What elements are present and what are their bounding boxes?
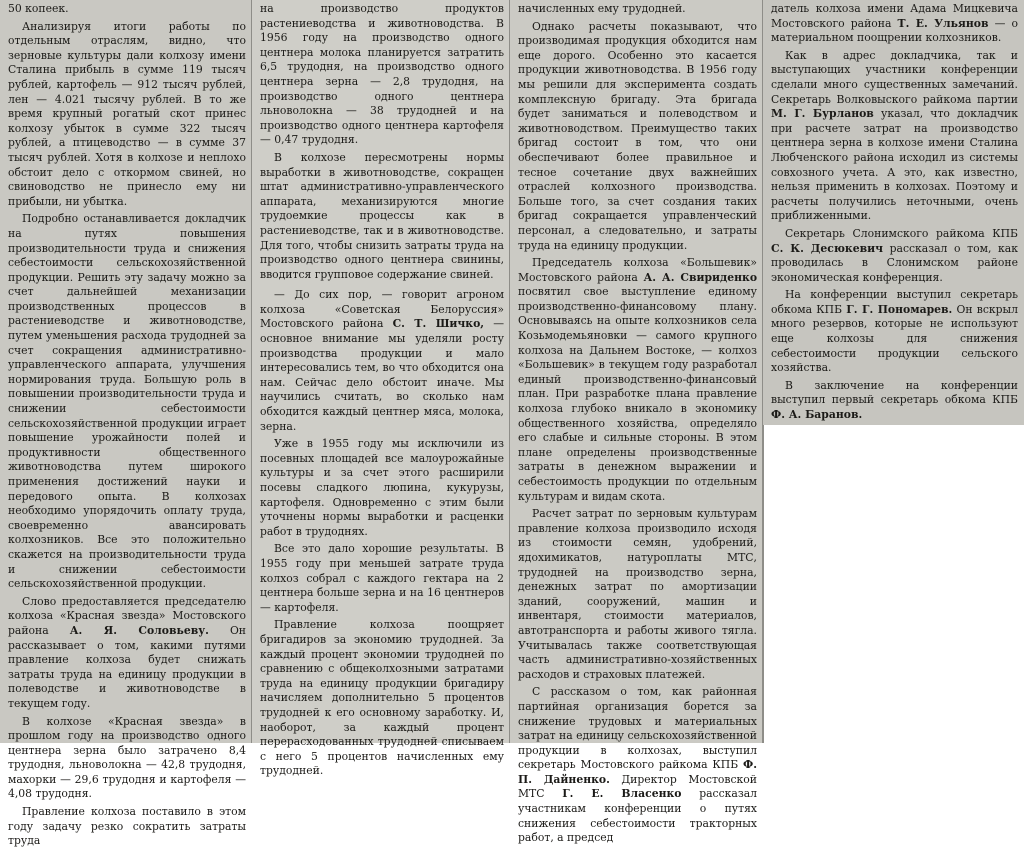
- article-column-2: [252, 0, 510, 778]
- paragraph: Правление колхоза поставило в этом году задачу резко сократить затраты труда: [8, 805, 246, 848]
- article-column-4: [763, 0, 1024, 425]
- paragraph: [771, 288, 1018, 376]
- text-run: Он рассказывает о том, какими путями правление колхоза будет снижать затраты труда на единицу продукции в полеводстве и животноводстве в текущем году.: [8, 623, 247, 710]
- article-column-3: [510, 0, 763, 845]
- speaker-name: А. Я. Соловьеву.: [69, 623, 209, 637]
- text-run: В заключение на конференции выступил первый секретарь обкома КПБ: [771, 378, 1018, 407]
- text-run: С рассказом о том, как районная партийная организация борется за снижение трудовых и материальных затрат на единицу сельскохозяйственной продукции в колхозах, выступил секретарь Мостовского райкома КПБ: [518, 685, 758, 772]
- paragraph: [771, 49, 1018, 224]
- text-run: посвятил свое выступление единому производственно-финансовому плану. Основываясь на опыте колхозников села Козьмодемьяновки — самого крупного колхоза на Дальнем Востоке, — колхоз «Большевик» в текущем году разработал единый производственно-финансовый план. При разработке плана правление колхоза глубоко вникало в экономику общественного хозяйства, определяло его слабые и сильные стороны. В этом плане определены производственные затраты в денежном выражении и себестоимость продукции по отдельным культурам и видам скота.: [518, 285, 757, 503]
- text-run: — основное внимание мы уделяли росту производства продукции и мало интересовались тем, во что обходится она нам. Сейчас дело обстоит иначе. Мы научились считать, во сколько нам обходится каждый центнер мяса, молока, зерна.: [260, 317, 505, 433]
- paragraph: Правление колхоза поощряет бригадиров за экономию трудодней. За каждый процент экономии трудодней по сравнению с общеколхозными затратами труда на единицу продукции бригадиру начисляем дополнительно 5 процентов трудодней к его основному заработку. И, наоборот, за каждый процент перерасходованных трудодней списываем с него 5 процентов начисленных ему трудодней.: [260, 618, 504, 778]
- paragraph: [771, 2, 1018, 46]
- text-run: — о материальном поощрении колхозников.: [771, 16, 1019, 45]
- paragraph: начисленных ему трудодней.: [518, 2, 686, 15]
- speaker-name: С. Т. Шичко,: [392, 317, 485, 331]
- speaker-name: Ф. П. Дайненко.: [518, 758, 757, 786]
- text-run: Он вскрыл много резервов, которые не используют еще колхозы для снижения себестоимости продукции сельского хозяйства.: [771, 302, 1019, 375]
- text-run: датель колхоза имени Адама Мицкевича Мостовского района: [771, 2, 1018, 30]
- text-run: рассказал участникам конференции о путях снижения себестоимости тракторных работ, а председ: [518, 787, 758, 845]
- paragraph: [260, 288, 504, 434]
- speaker-name: Г. Е. Власенко: [562, 787, 682, 801]
- paragraph: В колхозе «Красная звезда» в прошлом году на производство одного центнера зерна было затрачено 8,4 трудодня, льноволокна — 42,8 трудодня, махорки — 29,6 трудодня и картофеля — 4,08 трудодня.: [8, 714, 246, 801]
- speaker-name: С. К. Десюкевич: [771, 241, 883, 255]
- paragraph: [8, 595, 246, 712]
- text-run: На конференции выступил секретарь обкома КПБ: [771, 288, 1018, 316]
- text-run: указал, что докладчик при расчете затрат на производство центнера зерна в колхозе имени Сталина Любченского района исходил из системы совхозного учета. А это, как известно, нельзя применить в колхозах. Поэтому и расчеты получились неточными, очень приближенными.: [771, 107, 1018, 223]
- paragraph: В колхозе пересмотрены нормы выработки в животноводстве, сокращен штат административно-управленческого аппарата, механизируются многие трудоемкие процессы как в растениеводстве, так и в животноводстве. Для того, чтобы снизить затраты труда на производство одного центнера свинины, вводится групповое содержание свиней.: [260, 150, 504, 281]
- paragraph: 50 копеек.: [8, 2, 69, 15]
- speaker-name: М. Г. Бурланов: [771, 107, 874, 121]
- speaker-name: А. А. Свириденко: [643, 270, 758, 284]
- paragraph: [518, 685, 757, 846]
- speaker-name: Т. Е. Ульянов: [897, 16, 989, 30]
- speaker-name: Ф. А. Баранов.: [771, 408, 863, 422]
- text-run: Директор Мостовской МТС: [518, 772, 757, 801]
- text-run: рассказал о том, как проводилась в Слонимском районе экономическая конференция.: [771, 241, 1018, 284]
- text-run: Как в адрес докладчика, так и выступающих участники конференции сделали много существенных замечаний. Секретарь Волковыского райкома партии: [771, 48, 1018, 106]
- paragraph: Подробно останавливается докладчик на путях повышения производительности труда и снижения себестоимости сельскохозяйственной продукции. Решить эту задачу можно за счет дальнейшей механизации производственных процессов в растениеводстве и животноводстве, путем уменьшения расхода трудодней за счет сокращения административно-управленческого аппарата, улучшения нормирования труда. Большую роль в повышении производительности труда и снижении себестоимости сельскохозяйственной продукции играет повышение урожайности полей и продуктивности общественного животноводства путем широкого применения достижений науки и передового опыта. В колхозах необходимо упорядочить оплату труда, своевременно авансировать колхозников. Все это положительно скажется на производительности труда и снижении себестоимости сельскохозяйственной продукции.: [8, 212, 246, 591]
- text-run: Слово предоставляется председателю колхоза «Красная звезда» Мостовского района: [8, 594, 246, 637]
- text-run: — До сих пор, — говорит агроном колхоза «Советская Белоруссия» Мостовского района: [260, 288, 504, 331]
- paragraph: Однако расчеты показывают, что производимая продукция обходится нам еще дорого. Особенно это касается продукции животноводства. В 1956 году мы решили для эксперимента создать комплексную бригаду. Эта бригада будет заниматься и полеводством и животноводством. Преимущество таких бригад состоит в том, что они обеспечивают более правильное и тесное сочетание двух важнейших отраслей колхозного производства. Больше того, за счет создания таких бригад сокращается управленческий персонал, а следовательно, и затраты труда на единицу продукции.: [518, 19, 757, 252]
- article-column-1: [0, 0, 252, 848]
- paragraph: Уже в 1955 году мы исключили из посевных площадей все малоурожайные культуры и за счет этого расширили посевы сладкого люпина, кукурузы, картофеля. Одновременно с этим были уточнены нормы выработки и расценки работ в трудоднях.: [260, 437, 504, 538]
- paragraph: на производство продуктов растениеводства и животноводства. В 1956 году на производство одного центнера молока планируется затратить 6,5 трудодня, на производство одного центнера зерна — 2,8 трудодня, на производство одного центнера льноволокна — 38 трудодней и на производство одного центнера картофеля — 0,47 трудодня.: [260, 2, 504, 147]
- paragraph: [771, 227, 1018, 285]
- paragraph: Расчет затрат по зерновым культурам правление колхоза производило исходя из стоимости семян, удобрений, ядохимикатов, натуроплаты МТС, трудодней на производство зерна, денежных затрат по амортизации зданий, сооружений, машин и инвентаря, стоимости материалов, автотранспорта и работы живого тягла. Учитывалась также соответствующая часть административно-хозяйственных расходов и страховых платежей.: [518, 507, 757, 681]
- paragraph: Анализируя итоги работы по отдельным отраслям, видно, что зерновые культуры дали колхозу имени Сталина прибыль в сумме 119 тысяч рублей, картофель — 912 тысяч рублей, лен — 4.021 тысячу рублей. В то же время крупный рогатый скот принес колхозу убыток в сумме 322 тысяч рублей, а птицеводство — в сумме 37 тысяч рублей. Хотя в колхозе и неплохо обстоит дело с откормом свиней, но свиноводство не принесло ему ни прибыли, ни убытка.: [8, 19, 246, 208]
- paragraph: [518, 256, 757, 504]
- paragraph: [771, 379, 1018, 423]
- speaker-name: Г. Г. Пономарев.: [846, 302, 953, 316]
- text-run: Председатель колхоза «Большевик» Мостовского района: [518, 256, 757, 284]
- paragraph: Все это дало хорошие результаты. В 1955 году при меньшей затрате труда колхоз собрал с каждого гектара на 2 центнера больше зерна и на 16 центнеров — картофеля.: [260, 542, 504, 614]
- text-run: Секретарь Слонимского райкома КПБ: [785, 226, 1018, 240]
